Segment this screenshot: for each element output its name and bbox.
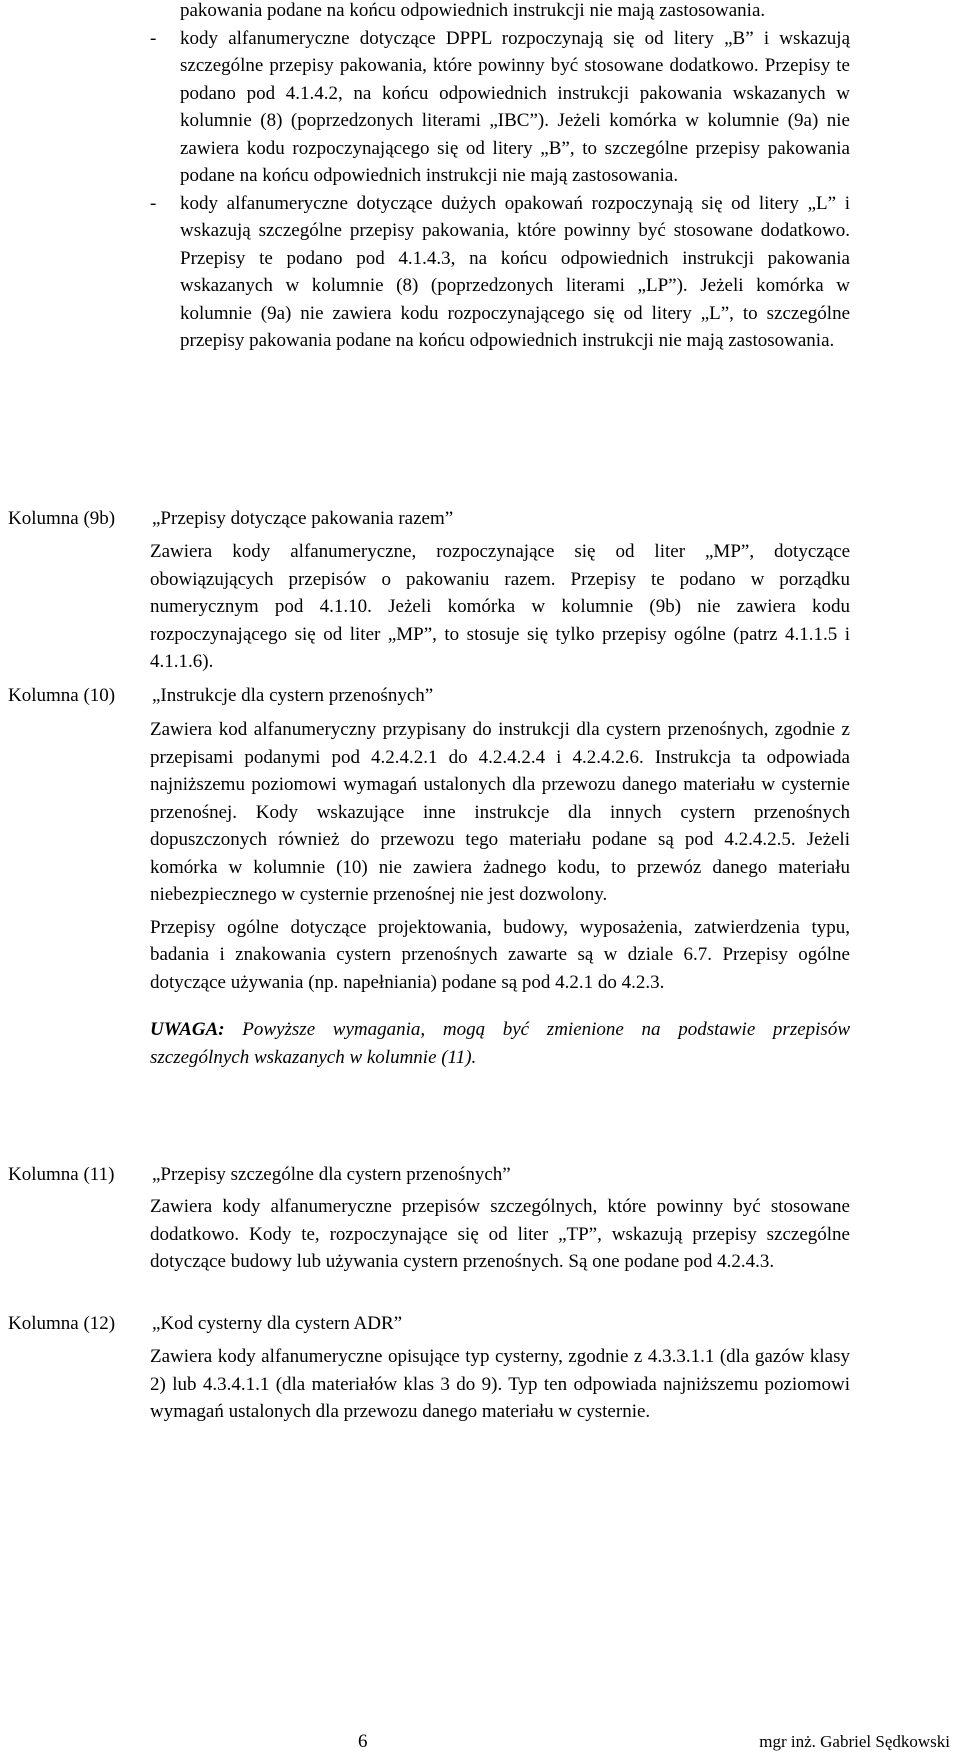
column-10-body [150, 716, 850, 1071]
bullet-dppl [150, 25, 850, 190]
column-11-text: Zawiera kody alfanumeryczne przepisów szczególnych, które powinny być stosowane dodatkowo. Kody te, rozpoczynające się od liter „TP”, wskazują przepisy szczególne dotyczące budowy lub używania cystern przenośnych. Są one podane pod 4.2.4.3. [150, 1196, 850, 1272]
column-10-text-2: Przepisy ogólne dotyczące projektowania, budowy, wyposażenia, zatwierdzenia typu, badania i znakowania cystern przenośnych zawarte są w dziale 6.7. Przepisy ogólne dotyczące używania (np. napełniania) podane są pod 4.2.1 do 4.2.3. [150, 916, 850, 993]
column-10-note [150, 1016, 850, 1071]
bullet-large-packaging-text: kody alfanumeryczne dotyczące dużych opakowań rozpoczynają się od litery „L” i wskazują szczególne przepisy pakowania, które powinny być stosowane dodatkowo. Przepisy te podano pod 4.1.4.3, na końcu odpowiednich instrukcji pakowania wskazanych w kolumnie (8) (poprzedzonych literami „LP”). Jeżeli komórka w kolumnie (9a) nie zawiera kodu rozpoczynającego się od litery „L”, to szczególne przepisy pakowania podane na końcu odpowiednich instrukcji nie mają zastosowania. [180, 192, 850, 351]
column-12-text: Zawiera kody alfanumeryczne opisujące typ cysterny, zgodnie z 4.3.3.1.1 (dla gazów klasy 2) lub 4.3.4.1.1 (dla materiałów klas 3 do 9). Typ ten odpowiada najniższemu poziomowi wymagań ustalonych dla przewozu danego materiału w cysternie. [150, 1346, 850, 1422]
column-9b-title: „Przepisy dotyczące pakowania razem” [152, 508, 454, 529]
note-text: Powyższe wymagania, mogą być zmienione na podstawie przepisów szczególnych wskazanych w kolumnie (11). [150, 1019, 851, 1068]
column-9b-text: Zawiera kody alfanumeryczne, rozpoczynające się od liter „MP”, dotyczące obowiązujących przepisów o pakowaniu razem. Przepisy te podano w porządku numerycznym pod 4.1.10. Jeżeli komórka w kolumnie (9b) nie zawiera kodu rozpoczynającego się od liter „MP”, to stosuje się tylko przepisy ogólne (patrz 4.1.1.5 i 4.1.1.6). [150, 541, 850, 672]
column-12-title: „Kod cysterny dla cystern ADR” [152, 1313, 403, 1334]
column-10-title: „Instrukcje dla cystern przenośnych” [152, 685, 434, 706]
column-12-label: Kolumna (12) [8, 1313, 116, 1334]
column-12-body [150, 1343, 850, 1426]
column-9b-label: Kolumna (9b) [8, 508, 116, 529]
bullet-dash: - [150, 27, 157, 49]
page-number: 6 [358, 1731, 368, 1752]
intro-section [150, 0, 850, 355]
column-10-text-1: Zawiera kod alfanumeryczny przypisany do instrukcji dla cystern przenośnych, zgodnie z przepisami podanymi pod 4.2.4.2.1 do 4.2.4.2.4 i 4.2.4.2.6. Instrukcja ta odpowiada najniższemu poziomowi wymagań ustalonych dla przewozu danego materiału w cysternie przenośnej. Kody wskazujące inne instrukcje dla innych cystern przenośnych dopuszczonych również do przewozu tego materiału podane są pod 4.2.4.2.5. Jeżeli komórka w kolumnie (10) nie zawiera żadnego kodu, to przewóz danego materiału niebezpiecznego w cysternie przenośnej nie jest dozwolony. [150, 719, 850, 905]
author-name: mgr inż. Gabriel Sędkowski [759, 1732, 950, 1751]
column-11-body [150, 1193, 850, 1276]
bullet-dppl-text: kody alfanumeryczne dotyczące DPPL rozpoczynają się od litery „B” i wskazują szczególne przepisy pakowania, które powinny być stosowane dodatkowo. Przepisy te podano pod 4.1.4.2, na końcu odpowiednich instrukcji pakowania wskazanych w kolumnie (8) (poprzedzonych literami „IBC”). Jeżeli komórka w kolumnie (9a) nie zawiera kodu rozpoczynającego się od litery „B”, to szczególne przepisy pakowania podane na końcu odpowiednich instrukcji nie mają zastosowania. [180, 27, 850, 186]
column-11-label: Kolumna (11) [8, 1164, 115, 1185]
note-label: UWAGA: [150, 1019, 225, 1040]
column-10-label: Kolumna (10) [8, 685, 116, 706]
bullet-large-packaging [150, 190, 850, 355]
column-11-title: „Przepisy szczególne dla cystern przenośnych” [152, 1164, 511, 1185]
intro-paragraph: pakowania podane na końcu odpowiednich instrukcji nie mają zastosowania. [180, 0, 766, 21]
bullet-dash: - [150, 192, 157, 214]
column-9b-body [150, 538, 850, 676]
